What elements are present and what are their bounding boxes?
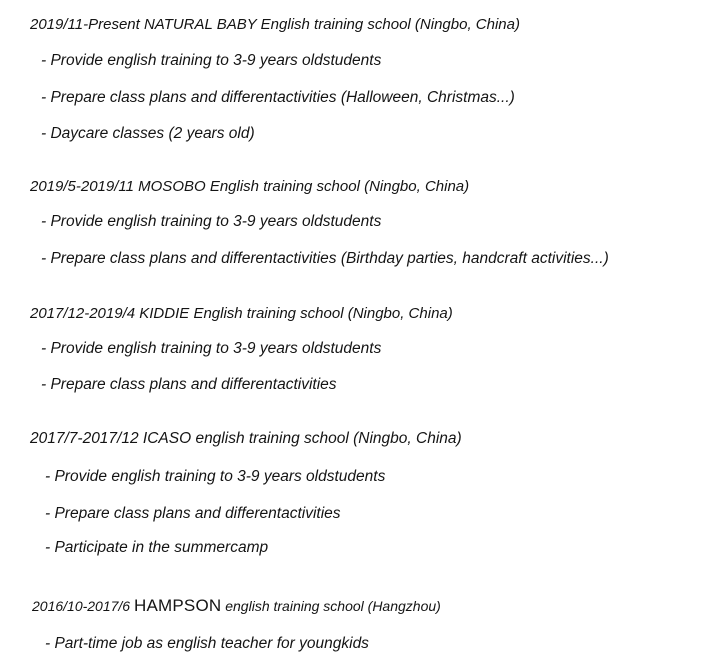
experience-bullet: - Part-time job as english teacher for youngkids xyxy=(45,635,369,652)
experience-bullet: - Participate in the summercamp xyxy=(45,539,269,556)
experience-heading: 2019/11-Present NATURAL BABY English training school (Ningbo, China) xyxy=(30,16,520,33)
experience-heading xyxy=(32,597,441,614)
experience-bullet: - Daycare classes (2 years old) xyxy=(41,125,255,142)
experience-bullet: - Provide english training to 3-9 years oldstudents xyxy=(41,213,382,230)
experience-bullet: - Prepare class plans and differentactivities xyxy=(45,505,341,522)
experience-bullet: - Provide english training to 3-9 years oldstudents xyxy=(41,340,382,357)
experience-bullet: - Provide english training to 3-9 years oldstudents xyxy=(41,52,382,69)
experience-bullet: - Prepare class plans and differentactivities (Halloween, Christmas...) xyxy=(41,89,515,106)
heading-date: 2016/10-2017/6 xyxy=(32,598,131,614)
experience-bullet: - Prepare class plans and differentactivities xyxy=(41,376,337,393)
experience-heading: 2019/5-2019/11 MOSOBO English training school (Ningbo, China) xyxy=(30,178,470,195)
experience-bullet: - Prepare class plans and differentactivities (Birthday parties, handcraft activities...) xyxy=(41,250,609,267)
experience-bullet: - Provide english training to 3-9 years oldstudents xyxy=(45,468,386,485)
experience-heading: 2017/7-2017/12 ICASO english training school (Ningbo, China) xyxy=(30,430,462,447)
heading-school-rest: english training school (Hangzhou) xyxy=(225,598,441,614)
experience-heading: 2017/12-2019/4 KIDDIE English training school (Ningbo, China) xyxy=(30,305,453,322)
heading-school-name: HAMPSON xyxy=(133,596,222,615)
